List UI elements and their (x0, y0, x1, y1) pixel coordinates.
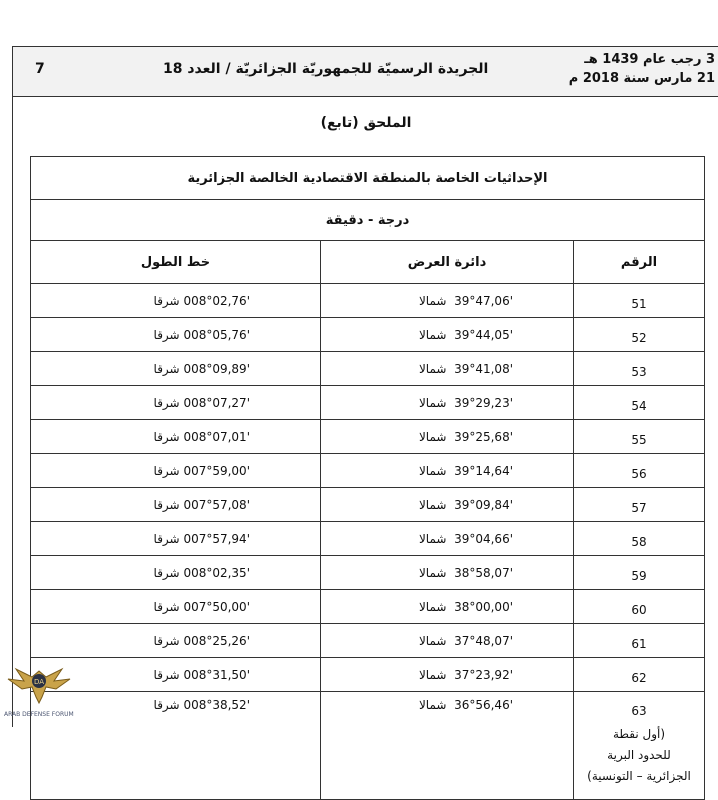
table-row (31, 590, 705, 624)
row-latitude: 39°47,06' شمالا (321, 284, 574, 318)
row-longitude: 008°02,35' شرقا (31, 556, 321, 590)
table-row (31, 692, 705, 800)
coordinates-table (30, 156, 705, 800)
watermark-text: ARAB DEFENSE FORUM (4, 711, 74, 718)
row-latitude: 39°25,68' شمالا (321, 420, 574, 454)
row-number: 59 (574, 556, 705, 590)
column-header-latitude: دائرة العرض (321, 241, 574, 284)
row-longitude: 008°07,01' شرقا (31, 420, 321, 454)
row-longitude: 007°57,94' شرقا (31, 522, 321, 556)
table-row (31, 420, 705, 454)
page-number: 7 (35, 61, 45, 77)
row-latitude: 37°23,92' شمالا (321, 658, 574, 692)
row-number: 63 (أول نقطة للحدود البرية الجزائرية – التونسية) (574, 692, 705, 800)
table-row (31, 386, 705, 420)
table-row (31, 352, 705, 386)
row-longitude: 008°31,50' شرقا (31, 658, 321, 692)
row-number: 55 (574, 420, 705, 454)
row-longitude: 008°07,27' شرقا (31, 386, 321, 420)
row-number: 57 (574, 488, 705, 522)
annex-title: الملحق (تابع) (320, 115, 412, 131)
row-longitude: 008°25,26' شرقا (31, 624, 321, 658)
row-number: 61 (574, 624, 705, 658)
table-row (31, 658, 705, 692)
row-latitude: 38°00,00' شمالا (321, 590, 574, 624)
forum-watermark (4, 663, 74, 723)
table-caption: الإحداثيات الخاصة بالمنطقة الاقتصادية الخالصة الجزائرية (31, 157, 705, 200)
table-row (31, 556, 705, 590)
table-body (31, 284, 705, 692)
journal-title: الجريدة الرسميّة للجمهوريّة الجزائريّة / العدد 18 (163, 61, 489, 77)
svg-text:DA: DA (33, 678, 45, 686)
table-row (31, 284, 705, 318)
row-latitude: 39°44,05' شمالا (321, 318, 574, 352)
row-number: 54 (574, 386, 705, 420)
gregorian-date: 21 مارس سنة 2018 م (568, 71, 715, 86)
row-longitude: 008°38,52' شرقا (31, 692, 321, 800)
row-longitude: 007°59,00' شرقا (31, 454, 321, 488)
row-longitude: 007°57,08' شرقا (31, 488, 321, 522)
column-header-number: الرقم (574, 241, 705, 284)
row-latitude: 39°04,66' شمالا (321, 522, 574, 556)
row-latitude: 36°56,46' شمالا (321, 692, 574, 800)
table-row (31, 454, 705, 488)
row-number: 56 (574, 454, 705, 488)
row-number: 51 (574, 284, 705, 318)
table-unit: درجة - دقيقة (31, 200, 705, 241)
hijri-date: 3 رجب عام 1439 هـ (584, 52, 715, 67)
row-latitude: 39°29,23' شمالا (321, 386, 574, 420)
row-latitude: 37°48,07' شمالا (321, 624, 574, 658)
row-latitude: 39°14,64' شمالا (321, 454, 574, 488)
border-point-note: (أول نقطة للحدود البرية الجزائرية – التونسية) (587, 727, 691, 783)
row-longitude: 007°50,00' شرقا (31, 590, 321, 624)
row-latitude: 39°41,08' شمالا (321, 352, 574, 386)
row-number: 60 (574, 590, 705, 624)
table-row (31, 522, 705, 556)
page-header (13, 47, 718, 97)
table-row (31, 318, 705, 352)
row-longitude: 008°09,89' شرقا (31, 352, 321, 386)
eagle-logo-icon (4, 663, 74, 711)
row-latitude: 38°58,07' شمالا (321, 556, 574, 590)
gazette-page (12, 46, 718, 783)
row-number: 58 (574, 522, 705, 556)
row-latitude: 39°09,84' شمالا (321, 488, 574, 522)
row-longitude: 008°05,76' شرقا (31, 318, 321, 352)
row-number: 53 (574, 352, 705, 386)
row-number: 62 (574, 658, 705, 692)
table-row (31, 624, 705, 658)
row-number: 52 (574, 318, 705, 352)
row-longitude: 008°02,76' شرقا (31, 284, 321, 318)
table-row (31, 488, 705, 522)
column-header-longitude: خط الطول (31, 241, 321, 284)
